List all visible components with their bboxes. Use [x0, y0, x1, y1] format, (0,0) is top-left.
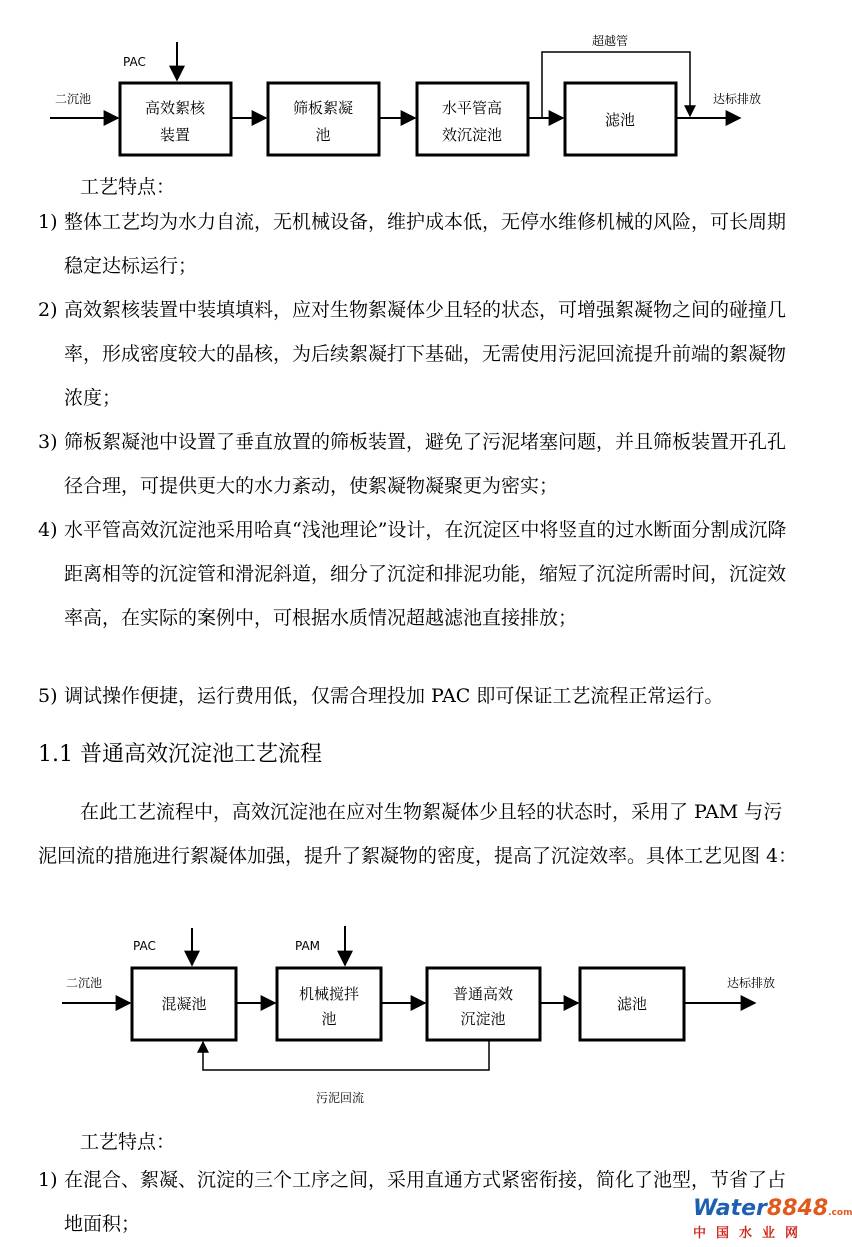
list-item-number: 5) [38, 685, 58, 707]
box-horizontal-tube-line2: 效沉淀池 [441, 126, 503, 144]
logo-number-text: 8848 [766, 1196, 829, 1221]
process-diagram-2 [0, 920, 820, 1115]
list-item-text: 在混合、絮凝、沉淀的三个工序之间，采用直通方式紧密衔接，简化了池型，节省了占地面积； [64, 1169, 787, 1235]
list-item-text: 整体工艺均为水力自流，无机械设备，维护成本低，无停水维修机械的风险，可长周期稳定达标运行； [64, 211, 787, 277]
box-mechanical-mixing-line2: 池 [321, 1010, 337, 1028]
box-mechanical-mixing-line1: 机械搅拌 [298, 985, 360, 1003]
box-horizontal-tube-line1: 水平管高 [441, 99, 503, 117]
list-item-number: 3) [38, 431, 58, 453]
box-horizontal-tube [417, 83, 528, 155]
box-sieve-floc-line2: 池 [315, 126, 331, 144]
logo-com-text: .com [828, 1208, 852, 1218]
list-item-number: 2) [38, 299, 58, 321]
sludge-return-label: 污泥回流 [316, 1091, 365, 1105]
box-sedimentation [427, 968, 540, 1040]
box-filter-label: 滤池 [616, 995, 648, 1013]
box-sedimentation-line1: 普通高效 [452, 985, 514, 1003]
list-item-number: 4) [38, 519, 58, 541]
output-label: 达标排放 [727, 976, 776, 990]
box-sedimentation-line2: 沉淀池 [460, 1010, 506, 1028]
water8848-logo [693, 1196, 852, 1242]
input-label: 二沉池 [55, 92, 92, 106]
box-floc-core [120, 83, 231, 155]
pac-label: PAC [123, 55, 146, 69]
box-mechanical-mixing [277, 968, 381, 1040]
box-coagulation-label: 混凝池 [161, 995, 207, 1013]
list-item-number: 1) [38, 1169, 58, 1191]
box-floc-core-line1: 高效絮核 [144, 99, 206, 117]
box-sieve-floc [268, 83, 379, 155]
pac-label: PAC [133, 939, 156, 953]
features-title-2: 工艺特点： [80, 1131, 176, 1153]
logo-chinese-text: 中国水业网 [693, 1226, 809, 1241]
bypass-label: 超越管 [592, 34, 629, 48]
process-diagram-1 [0, 0, 820, 175]
section-paragraph: 在此工艺流程中，高效沉淀池在应对生物絮凝体少且轻的状态时，采用了 PAM 与污泥回流的措施进行絮凝体加强，提升了絮凝物的密度，提高了沉淀效率。具体工艺见图 4： [38, 801, 798, 867]
box-filter-label: 滤池 [604, 111, 636, 129]
features-title-1: 工艺特点： [80, 176, 176, 198]
box-floc-core-line2: 装置 [159, 126, 191, 144]
pam-label: PAM [295, 939, 321, 953]
input-label: 二沉池 [66, 976, 103, 990]
list-item-number: 1) [38, 211, 58, 233]
box-sieve-floc-line1: 筛板絮凝 [292, 99, 354, 117]
list-item-text: 高效絮核装置中装填填料，应对生物絮凝体少且轻的状态，可增强絮凝物之间的碰撞几率，形成密度较大的晶核，为后续絮凝打下基础，无需使用污泥回流提升前端的絮凝物浓度； [64, 299, 787, 409]
list-item-text: 调试操作便捷，运行费用低，仅需合理投加 PAC 即可保证工艺流程正常运行。 [64, 685, 724, 707]
sludge-return-line [203, 1040, 489, 1070]
output-label: 达标排放 [713, 92, 762, 106]
logo-water-text: Water [693, 1196, 767, 1221]
section-heading: 1.1 普通高效沉淀池工艺流程 [38, 742, 322, 767]
list-item-text: 水平管高效沉淀池采用哈真“浅池理论”设计，在沉淀区中将竖直的过水断面分割成沉降距离相等的沉淀管和滑泥斜道，细分了沉淀和排泥功能，缩短了沉淀所需时间，沉淀效率高，在实际的案例中，可根据水质情况超越滤池直接排放； [64, 519, 787, 629]
list-item-text: 筛板絮凝池中设置了垂直放置的筛板装置，避免了污泥堵塞问题，并且筛板装置开孔孔径合理，可提供更大的水力紊动，使絮凝物凝聚更为密实； [64, 431, 787, 497]
